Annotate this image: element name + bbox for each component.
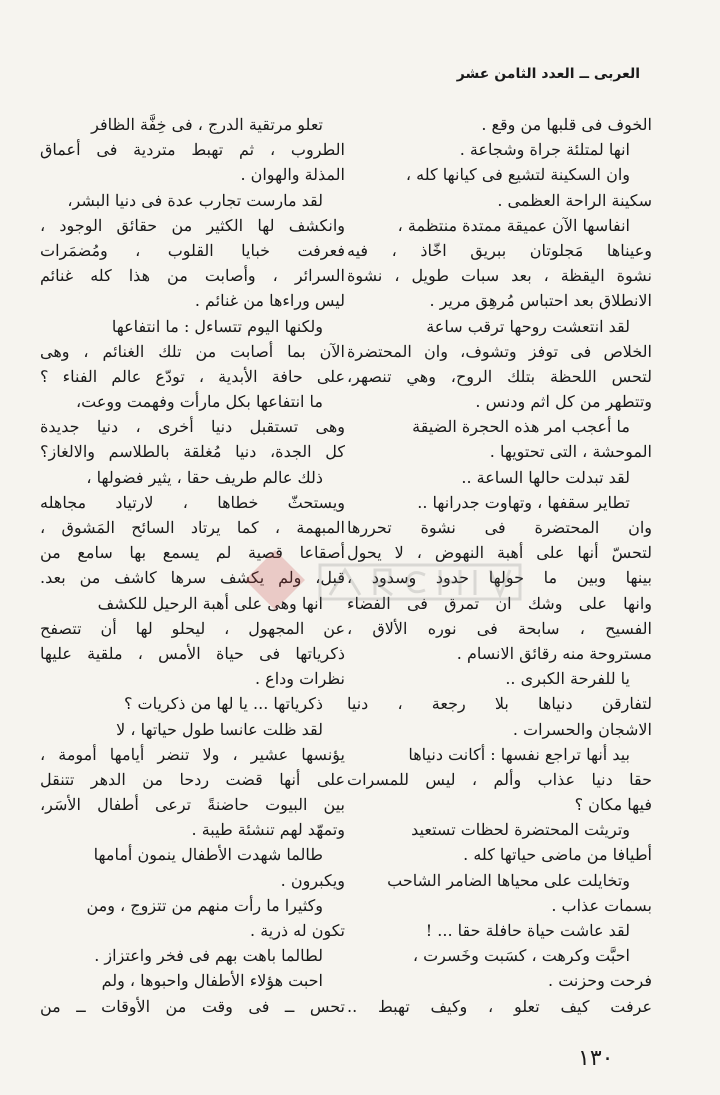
text-line: الآن بما أصابت من تلك الغنائم ، وهى bbox=[40, 341, 345, 361]
text-line: وهى تستقبل دنيا أخرى ، دنيا جديدة bbox=[40, 417, 345, 437]
text-line: انفاسها الآن عميقة ممتدة منتظمة ، bbox=[397, 215, 630, 235]
text-line: الموحشة ، التى تحتويها . bbox=[489, 442, 652, 462]
text-line: المبهمة ، كما يرتاد السائح المَشوق ، bbox=[40, 518, 345, 537]
text-line: السرائر ، وأصابت من هذا كله غنائم bbox=[40, 266, 345, 286]
text-line: وكثيرا ما رأت منهم من تتزوج ، ومن bbox=[86, 895, 323, 915]
text-line: وتخايلت على محياها الضامر الشاحب bbox=[387, 870, 630, 890]
text-line: عرفت كيف تعلو ، وكيف تهبط .. bbox=[347, 996, 652, 1016]
text-line: على أنها قضت ردحا من الدهر تتنقل bbox=[40, 769, 345, 789]
text-line: انها لمتلئة جراة وشجاعة . bbox=[459, 140, 630, 160]
text-line: انها وهى على أهبة الرحيل للكشف bbox=[97, 593, 323, 613]
text-line: بين البيوت حاضنةً ترعى أطفال الأسَر، bbox=[40, 795, 345, 815]
text-line: أصقاعا قصية لم يسمع بها سامع من bbox=[40, 543, 345, 563]
text-line: بسمات عذاب . bbox=[551, 895, 652, 915]
text-line: ليس وراءها من غنائم . bbox=[194, 291, 345, 311]
text-line: تعلو مرتقية الدرج ، فى خِفَّة الظافر bbox=[91, 115, 323, 134]
left-text-column bbox=[40, 112, 345, 1019]
text-line: ما أعجب امر هذه الحجرة الضيقة bbox=[412, 417, 630, 437]
text-line: مستروحة منه رقائق الانسام . bbox=[456, 643, 652, 663]
text-line: الطروب ، ثم تهبط متردية فى أعماق bbox=[40, 140, 345, 160]
text-line: وان المحتضرة فى نشوة تحررها bbox=[347, 518, 652, 537]
text-line: حقا دنيا عذاب وألم ، ليس للمسرات bbox=[347, 769, 652, 789]
text-line: الانطلاق بعد احتباس مُرهِق مرير . bbox=[429, 291, 652, 311]
text-line: نظرات وداع . bbox=[254, 669, 345, 689]
text-line: عن المجهول ، ليحلو لها أن تتصفح bbox=[40, 618, 345, 638]
text-line: بيد أنها تراجع نفسها : أكانت دنياها bbox=[408, 744, 630, 764]
text-line: وتريثت المحتضرة لحظات تستعيد bbox=[411, 820, 630, 840]
text-line: الخوف فى قلبها من وقع . bbox=[481, 115, 652, 134]
page-number: ١٣٠ bbox=[578, 1046, 614, 1071]
text-line: فيها مكان ؟ bbox=[574, 795, 652, 815]
text-line: لقد مارست تجارب عدة فى دنيا البشر، bbox=[67, 190, 323, 210]
text-line: وان السكينة لتشيع فى كيانها كله ، bbox=[405, 165, 630, 185]
text-line: ما انتفاعها بكل مارأت وفهمت ووعت، bbox=[75, 392, 323, 412]
text-line: سكينة الراحة العظمى . bbox=[497, 190, 652, 210]
text-line: ذكرياتها فى حياة الأمس ، ملقية عليها bbox=[40, 643, 345, 663]
text-line: لتحسّ أنها على أهبة النهوض ، لا يحول bbox=[347, 543, 652, 563]
text-line: كل الجدة، دنيا مُغلقة بالطلاسم والالغاز؟ bbox=[40, 442, 345, 462]
text-line: لقد ظلت عانسا طول حياتها ، لا bbox=[116, 719, 323, 739]
text-line: لقد تبدلت حالها الساعة .. bbox=[461, 467, 630, 487]
text-line: وعيناها مَجلوتان ببريق اخّاذ ، فيه bbox=[347, 240, 652, 260]
text-line: الاشجان والحسرات . bbox=[512, 719, 652, 739]
text-line: لتفارقن دنياها بلا رجعة ، دنيا bbox=[347, 694, 652, 714]
text-line: فرحت وحزنت . bbox=[548, 971, 652, 991]
text-line: وانها على وشك ان تمرق فى الفضاء bbox=[347, 593, 652, 613]
text-line: فعرفت خبايا القلوب ، ومُضمَرات bbox=[40, 240, 345, 260]
text-line: أطيافا من ماضى حياتها كله . bbox=[463, 845, 652, 865]
text-line: وانكشف لها الكثير من حقائق الوجود ، bbox=[40, 215, 345, 235]
text-line: احبَّت وكرهت ، كسَبت وخَسرت ، bbox=[412, 946, 630, 966]
text-line: الفسيح ، سابحة فى نوره الألاق ، bbox=[347, 618, 652, 638]
text-line: يا للفرحة الكبرى .. bbox=[505, 669, 630, 689]
text-line: احبت هؤلاء الأطفال واحبوها ، ولم bbox=[101, 971, 323, 991]
text-line: على حافة الأبدية ، تودّع عالم الفناء ؟ bbox=[40, 366, 345, 386]
text-line: طالما شهدت الأطفال ينمون أمامها bbox=[93, 845, 323, 865]
text-line: لطالما باهت بهم فى فخر واعتزاز . bbox=[94, 946, 323, 966]
running-header: العربى ــ العدد الثامن عشر bbox=[456, 66, 640, 82]
text-line: قبل، ولم يكشف سرها كاشف من بعد. bbox=[40, 568, 345, 588]
text-line: لقد عاشت حياة حافلة حقا ... ! bbox=[425, 921, 630, 940]
text-line: الخلاص فى توفز وتشوف، وان المحتضرة bbox=[347, 341, 652, 361]
text-line: تحس ــ فى وقت من الأوقات ــ من bbox=[40, 996, 345, 1016]
text-line: المذلة والهوان . bbox=[240, 165, 345, 185]
text-line: وتتطهر من كل اثم ودنس . bbox=[475, 392, 652, 412]
text-line: تطاير سقفها ، وتهاوت جدرانها .. bbox=[417, 492, 630, 512]
text-line: ذلك عالم طريف حقا ، يثير فضولها ، bbox=[86, 467, 323, 487]
text-line: ويستحثّ خطاها ، لارتياد مجاهله bbox=[40, 492, 345, 512]
text-line: لقد انتعشت روحها ترقب ساعة bbox=[426, 316, 630, 336]
text-line: ولكنها اليوم تتساءل : ما انتفاعها bbox=[111, 316, 323, 336]
text-line: لتحس اللحظة بتلك الروح، وهي تنصهر، bbox=[347, 366, 652, 386]
text-line: ويكبرون . bbox=[280, 870, 345, 890]
text-line: بينها وبين ما حولها حدود وسدود ، bbox=[347, 568, 652, 588]
text-line: ذكرياتها ... يا لها من ذكريات ؟ bbox=[123, 694, 323, 714]
text-line: تكون له ذرية . bbox=[250, 921, 345, 940]
right-text-column bbox=[347, 112, 652, 1019]
text-line: وتمهّد لهم تنشئة طيبة . bbox=[191, 820, 345, 840]
text-line: نشوة اليقظة ، بعد سبات طويل ، نشوة bbox=[347, 266, 652, 286]
text-line: يؤنسها عشير ، ولا تنضر أيامها أمومة ، bbox=[40, 744, 345, 764]
